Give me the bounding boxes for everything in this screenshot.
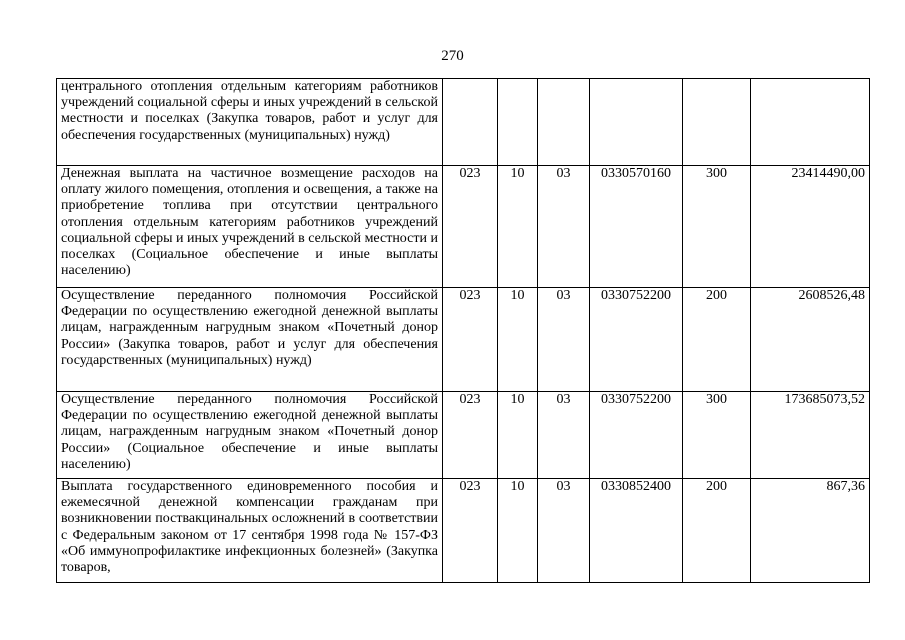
subsection-code — [538, 79, 590, 166]
subsection-code: 03 — [538, 392, 590, 479]
section-code: 10 — [498, 392, 538, 479]
target-article-code: 0330570160 — [590, 166, 683, 288]
budget-table — [56, 78, 870, 583]
expense-type-code: 200 — [683, 288, 751, 392]
row-description: Осуществление переданного полномочия Российской Федерации по осуществлению ежегодной денежной выплаты лицам, награжденным нагрудным знаком «Почетный донор России» (Социальное обеспечение и иные выплаты населению) — [57, 392, 443, 479]
table-row — [57, 479, 870, 583]
ministry-code: 023 — [443, 288, 498, 392]
target-article-code: 0330752200 — [590, 288, 683, 392]
ministry-code: 023 — [443, 166, 498, 288]
subsection-code: 03 — [538, 288, 590, 392]
subsection-code: 03 — [538, 479, 590, 583]
expense-type-code: 200 — [683, 479, 751, 583]
table-row — [57, 79, 870, 166]
row-description: центрального отопления отдельным категориям работников учреждений социальной сферы и иных учреждений в сельской местности и поселках (Закупка товаров, работ и услуг для обеспечения государственных (муниципальных) нужд) — [57, 79, 443, 166]
ministry-code: 023 — [443, 392, 498, 479]
amount: 867,36 — [751, 479, 870, 583]
table-row — [57, 166, 870, 288]
section-code: 10 — [498, 166, 538, 288]
table-row — [57, 288, 870, 392]
expense-type-code: 300 — [683, 166, 751, 288]
subsection-code: 03 — [538, 166, 590, 288]
section-code: 10 — [498, 479, 538, 583]
row-description: Денежная выплата на частичное возмещение расходов на оплату жилого помещения, отопления и освещения, а также на приобретение топлива при отсутствии центрального отопления отдельным категориям работников учреждений социальной сферы и иных учреждений в сельской местности и поселках (Социальное обеспечение и иные выплаты населению) — [57, 166, 443, 288]
section-code — [498, 79, 538, 166]
row-description: Выплата государственного единовременного пособия и ежемесячной денежной компенсации гражданам при возникновении поствакцинальных осложнений в соответствии с Федеральным законом от 17 сентября 1998 года № 157-ФЗ «Об иммунопрофилактике инфекционных болезней» (Закупка товаров, — [57, 479, 443, 583]
row-description: Осуществление переданного полномочия Российской Федерации по осуществлению ежегодной денежной выплаты лицам, награжденным нагрудным знаком «Почетный донор России» (Закупка товаров, работ и услуг для обеспечения государственных (муниципальных) нужд) — [57, 288, 443, 392]
ministry-code: 023 — [443, 479, 498, 583]
amount: 23414490,00 — [751, 166, 870, 288]
target-article-code — [590, 79, 683, 166]
target-article-code: 0330852400 — [590, 479, 683, 583]
amount: 173685073,52 — [751, 392, 870, 479]
expense-type-code — [683, 79, 751, 166]
target-article-code: 0330752200 — [590, 392, 683, 479]
amount: 2608526,48 — [751, 288, 870, 392]
amount — [751, 79, 870, 166]
table-row — [57, 392, 870, 479]
ministry-code — [443, 79, 498, 166]
expense-type-code: 300 — [683, 392, 751, 479]
section-code: 10 — [498, 288, 538, 392]
page-number: 270 — [441, 48, 464, 64]
